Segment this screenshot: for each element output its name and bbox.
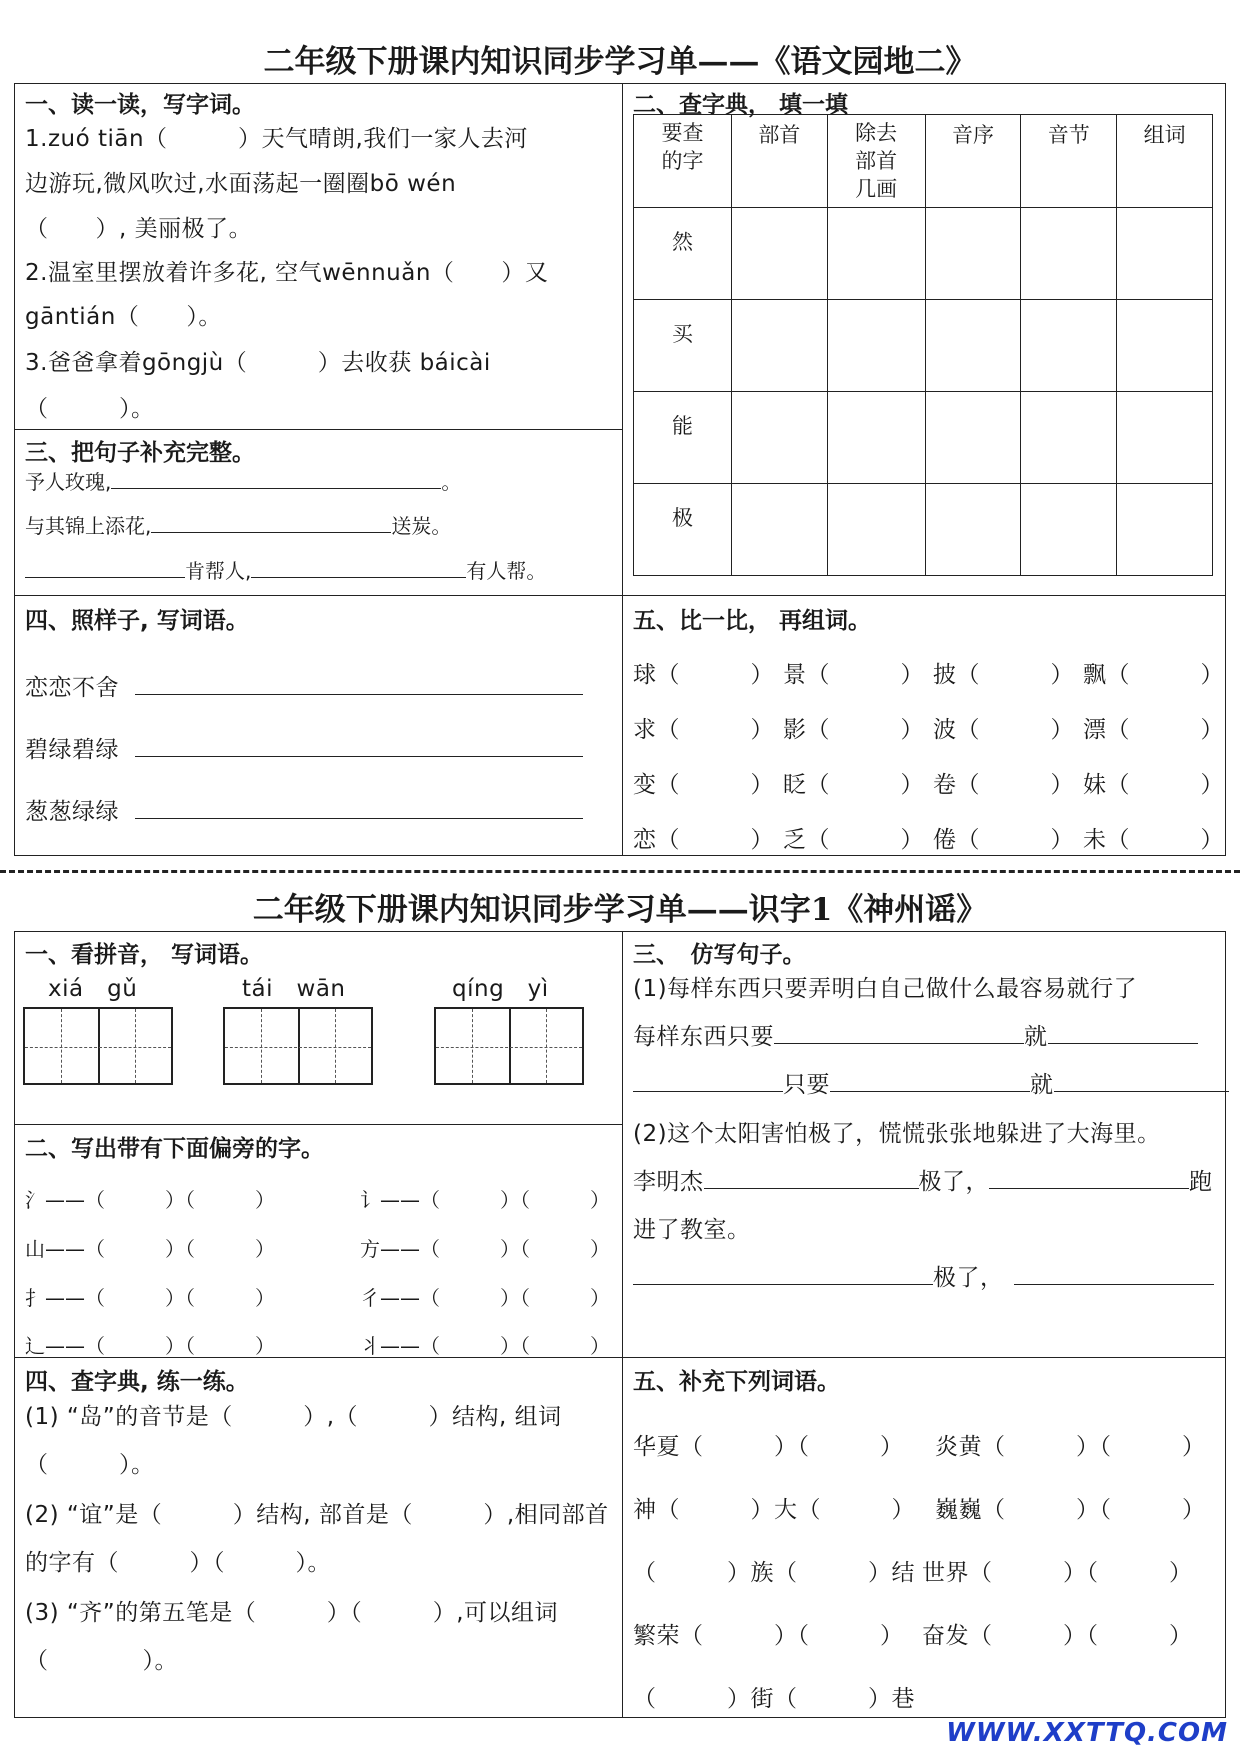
blank[interactable] <box>151 512 391 533</box>
blank[interactable] <box>1014 1264 1214 1285</box>
blank[interactable] <box>830 1071 1030 1092</box>
pinyin-2: tái wān <box>242 976 346 1002</box>
answer-cell[interactable] <box>1021 300 1117 392</box>
blank[interactable] <box>774 1023 1024 1044</box>
s1-line-5: gāntián（ ）。 <box>25 304 222 330</box>
s5-r1c2: 景（ ） <box>783 662 924 688</box>
col-header-strokes: 除去部首几画 <box>827 115 925 208</box>
s4-item-1: 恋恋不舍 <box>25 669 583 702</box>
s5-r1c4: 飘（ ） <box>1083 662 1224 688</box>
blank[interactable] <box>1054 1071 1229 1092</box>
s5-r3c4: 妹（ ） <box>1083 772 1224 798</box>
answer-cell[interactable] <box>925 208 1021 300</box>
answer-cell[interactable] <box>925 392 1021 484</box>
phrase-r1b: 炎黄（ ）（ ） <box>935 1434 1206 1460</box>
blank[interactable] <box>251 557 466 578</box>
answer-cell[interactable] <box>1117 300 1213 392</box>
answer-cell[interactable] <box>827 484 925 576</box>
s3-line-2: 与其锦上添花, 送炭。 <box>25 514 452 538</box>
s5-r4c3: 倦（ ） <box>933 827 1074 853</box>
blank[interactable] <box>1048 1023 1198 1044</box>
s3-line-3: 肯帮人, 有人帮。 <box>25 555 546 584</box>
blank[interactable] <box>111 468 441 489</box>
col-header-syllable: 音节 <box>1021 115 1117 208</box>
radical-row-4b: 丬——（ ）（ ） <box>360 1334 610 1358</box>
imitate-line-4: 进了教室。 <box>633 1217 751 1243</box>
col-header-radical: 部首 <box>731 115 827 208</box>
radical-row-3a: 扌——（ ）（ ） <box>25 1286 275 1310</box>
s2-4-heading: 四、查字典, 练一练。 <box>25 1369 249 1395</box>
s3-heading: 三、把句子补充完整。 <box>25 440 255 466</box>
writing-grid-2[interactable] <box>223 1007 373 1085</box>
blank[interactable] <box>704 1168 919 1189</box>
answer-cell[interactable] <box>731 300 827 392</box>
answer-cell[interactable] <box>731 392 827 484</box>
s5-r4c1: 恋（ ） <box>633 827 774 853</box>
answer-cell[interactable] <box>827 208 925 300</box>
s5-r4c4: 未（ ） <box>1083 827 1224 853</box>
phrase-r2a: 神（ ）大（ ） <box>633 1497 915 1523</box>
answer-cell[interactable] <box>925 300 1021 392</box>
phrase-r4b: 奋发（ ）（ ） <box>922 1623 1193 1649</box>
s4-heading: 四、照样子, 写词语。 <box>25 608 249 634</box>
blank[interactable] <box>633 1264 933 1285</box>
s5-r2c1: 求（ ） <box>633 717 774 743</box>
blank[interactable] <box>135 798 583 819</box>
radical-row-4a: 辶——（ ）（ ） <box>25 1334 275 1358</box>
s5-r2c4: 漂（ ） <box>1083 717 1224 743</box>
col-header-order: 音序 <box>925 115 1021 208</box>
s1-line-2: 边游玩,微风吹过,水面荡起一圈圈bō wén <box>25 171 457 197</box>
imitate-line-1: 每样东西只要 就 <box>633 1018 1198 1051</box>
phrase-r2b: 巍巍（ ）（ ） <box>935 1497 1206 1523</box>
s1-line-1: 1.zuó tiān（ ）天气晴朗,我们一家人去河 <box>25 126 528 152</box>
cut-line <box>0 870 1240 873</box>
writing-grid-3[interactable] <box>434 1007 584 1085</box>
s5-r3c1: 变（ ） <box>633 772 774 798</box>
dict-line-4: 的字有（ ）（ ）。 <box>25 1550 331 1576</box>
s5-r3c3: 卷（ ） <box>933 772 1074 798</box>
phrase-r5a: （ ）街（ ）巷 <box>633 1686 915 1712</box>
s4-item-2: 碧绿碧绿 <box>25 731 583 764</box>
s5-r2c3: 波（ ） <box>933 717 1074 743</box>
phrase-r3b: 世界（ ）（ ） <box>922 1560 1193 1586</box>
s1-heading: 一、读一读，写字词。 <box>25 92 255 118</box>
answer-cell[interactable] <box>1117 208 1213 300</box>
blank[interactable] <box>633 1071 783 1092</box>
answer-cell[interactable] <box>1021 392 1117 484</box>
sheet2-title: 二年级下册课内知识同步学习单——识字1《神州谣》 <box>252 892 988 928</box>
radical-row-1a: 氵——（ ）（ ） <box>25 1188 275 1212</box>
char-cell: 然 <box>634 208 732 300</box>
dict-line-6: （ ）。 <box>25 1648 178 1674</box>
phrase-r1a: 华夏（ ）（ ） <box>633 1434 904 1460</box>
s4-item-3: 葱葱绿绿 <box>25 793 583 826</box>
imitate-line-3: 李明杰 极了， 跑 <box>633 1169 1213 1195</box>
s5-r3c2: 眨（ ） <box>783 772 924 798</box>
s1-line-6: 3.爸爸拿着gōngjù（ ）去收获 báicài <box>25 350 491 376</box>
dict-line-5: (3) “齐”的第五笔是（ ）（ ）,可以组词 <box>25 1600 559 1626</box>
phrase-r4a: 繁荣（ ）（ ） <box>633 1623 904 1649</box>
blank[interactable] <box>25 557 185 578</box>
radical-row-3b: 彳——（ ）（ ） <box>360 1286 610 1310</box>
s5-r1c1: 球（ ） <box>633 662 774 688</box>
s5-heading: 五、比一比， 再组词。 <box>633 608 872 634</box>
s5-r4c2: 乏（ ） <box>783 827 924 853</box>
dict-line-3: (2) “谊”是（ ）结构, 部首是（ ）,相同部首 <box>25 1502 609 1528</box>
answer-cell[interactable] <box>827 392 925 484</box>
answer-cell[interactable] <box>1021 208 1117 300</box>
dict-line-2: （ ）。 <box>25 1452 155 1478</box>
s1-line-4: 2.温室里摆放着许多花, 空气wēnnuǎn（ ）又 <box>25 260 549 286</box>
imitate-line-5: 极了， <box>633 1259 1214 1292</box>
writing-grid-1[interactable] <box>23 1007 173 1085</box>
radical-row-2a: 山——（ ）（ ） <box>25 1237 275 1261</box>
char-cell: 能 <box>634 392 732 484</box>
blank[interactable] <box>989 1168 1189 1189</box>
blank[interactable] <box>135 736 583 757</box>
col-header-char: 要查的字 <box>634 115 732 208</box>
answer-cell[interactable] <box>1117 392 1213 484</box>
s1-line-3: （ ）, 美丽极了。 <box>25 216 253 242</box>
dictionary-table <box>633 114 1213 576</box>
s3-line-1: 予人玫瑰, 。 <box>25 470 462 494</box>
dict-line-1: (1) “岛”的音节是（ ）,（ ）结构, 组词 <box>25 1404 562 1430</box>
radical-row-1b: 讠——（ ）（ ） <box>360 1188 610 1212</box>
col-header-words: 组词 <box>1117 115 1213 208</box>
radical-row-2b: 方——（ ）（ ） <box>360 1237 610 1261</box>
answer-cell[interactable] <box>731 484 827 576</box>
s5-r1c3: 披（ ） <box>933 662 1074 688</box>
answer-cell[interactable] <box>827 300 925 392</box>
answer-cell[interactable] <box>1117 484 1213 576</box>
imitate-example-1: (1)每样东西只要弄明白自己做什么最容易就行了 <box>633 976 1138 1002</box>
answer-cell[interactable] <box>925 484 1021 576</box>
phrase-r3a: （ ）族（ ）结 <box>633 1560 915 1586</box>
s2-2-heading: 二、写出带有下面偏旁的字。 <box>25 1136 324 1162</box>
char-cell: 买 <box>634 300 732 392</box>
s2-1-heading: 一、看拼音， 写词语。 <box>25 942 264 968</box>
imitate-example-2: (2)这个太阳害怕极了，慌慌张张地躲进了大海里。 <box>633 1121 1161 1147</box>
site-watermark: WWW.XXTTQ.COM <box>946 1718 1228 1748</box>
s2-3-heading: 三、 仿写句子。 <box>633 942 806 968</box>
imitate-line-2: 只要 就 <box>633 1066 1229 1099</box>
pinyin-1: xiá gǔ <box>48 976 138 1002</box>
s5-r2c2: 影（ ） <box>783 717 924 743</box>
sheet1-title: 二年级下册课内知识同步学习单——《语文园地二》 <box>263 44 977 80</box>
char-cell: 极 <box>634 484 732 576</box>
pinyin-3: qíng yì <box>452 976 549 1002</box>
s2-5-heading: 五、补充下列词语。 <box>633 1369 840 1395</box>
s2-heading: 二、查字典， 填一填 <box>633 92 849 118</box>
blank[interactable] <box>135 674 583 695</box>
answer-cell[interactable] <box>1021 484 1117 576</box>
s1-line-7: （ ）。 <box>25 396 155 422</box>
answer-cell[interactable] <box>731 208 827 300</box>
